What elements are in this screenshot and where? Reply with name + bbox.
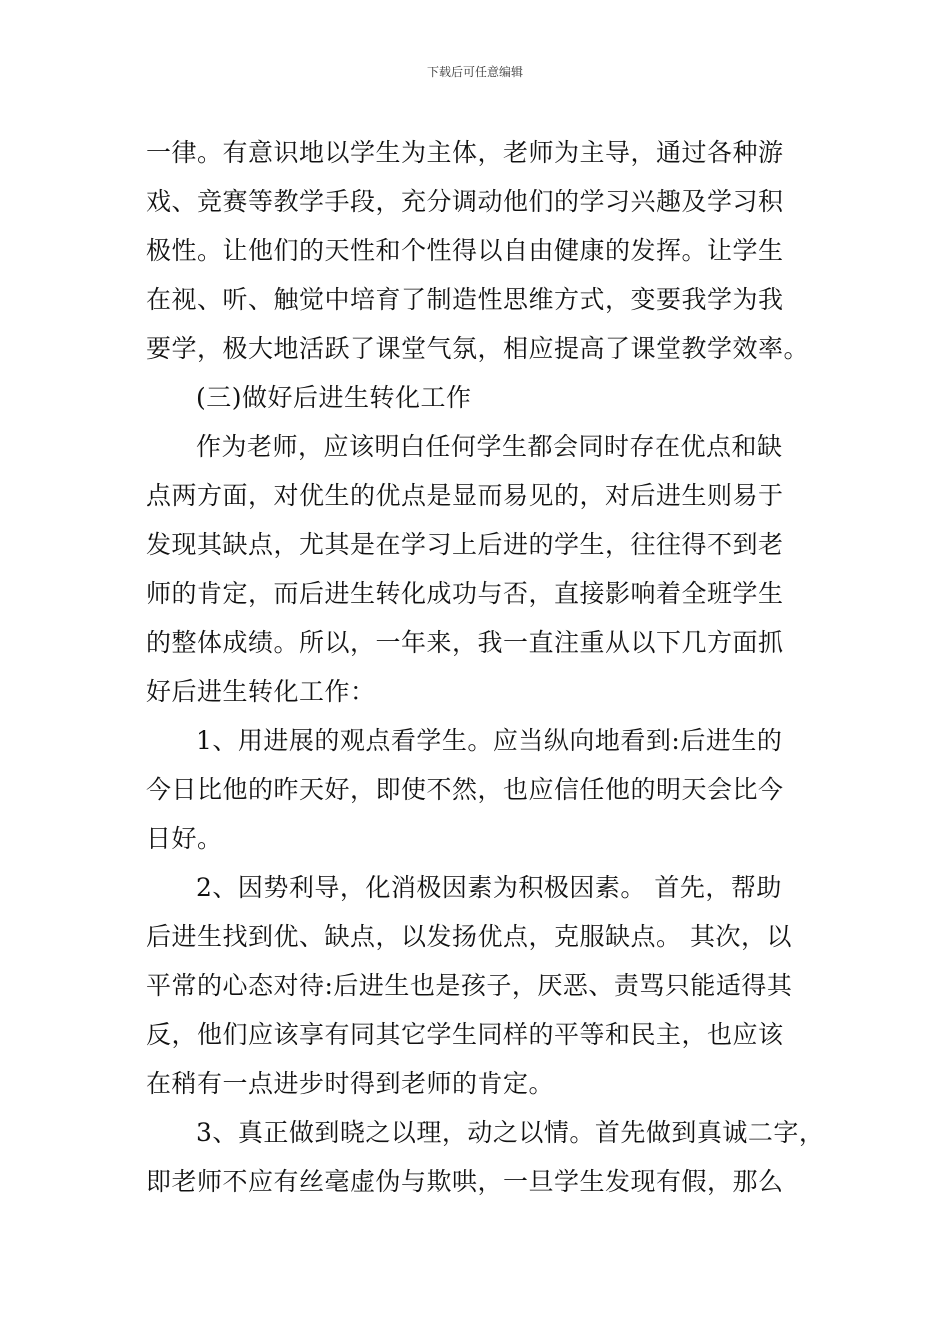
text-line: 要学，极大地活跃了课堂气氛，相应提高了课堂教学效率。 bbox=[146, 334, 810, 363]
text-line: 师的肯定，而后进生转化成功与否，直接影响着全班学生 bbox=[146, 579, 784, 608]
text-line: 发现其缺点，尤其是在学习上后进的学生，往往得不到老 bbox=[146, 530, 784, 559]
text-line: 1、用进展的观点看学生。应当纵向地看到:后进生的 bbox=[196, 726, 783, 755]
text-line: 在视、听、触觉中培育了制造性思维方式，变要我学为我 bbox=[146, 285, 784, 314]
text-line: 的整体成绩。所以，一年来，我一直注重从以下几方面抓 bbox=[146, 628, 784, 657]
text-line: 一律。有意识地以学生为主体，老师为主导，通过各种游 bbox=[146, 138, 784, 167]
text-line: 日好。 bbox=[146, 824, 223, 853]
text-line: 2、因势利导，化消极因素为积极因素。 首先，帮助 bbox=[196, 873, 782, 902]
text-line: 极性。让他们的天性和个性得以自由健康的发挥。让学生 bbox=[146, 236, 784, 265]
text-line: 即老师不应有丝毫虚伪与欺哄，一旦学生发现有假，那么 bbox=[146, 1167, 784, 1196]
document-body bbox=[146, 130, 826, 1208]
text-line: 点两方面，对优生的优点是显而易见的，对后进生则易于 bbox=[146, 481, 784, 510]
text-line: 戏、竞赛等教学手段，充分调动他们的学习兴趣及学习积 bbox=[146, 187, 784, 216]
text-line: 在稍有一点进步时得到老师的肯定。 bbox=[146, 1069, 555, 1098]
text-line: 后进生找到优、缺点，以发扬优点，克服缺点。 其次，以 bbox=[146, 922, 792, 951]
text-line: 作为老师，应该明白任何学生都会同时存在优点和缺 bbox=[196, 432, 783, 461]
text-line: 反，他们应该享有同其它学生同样的平等和民主，也应该 bbox=[146, 1020, 784, 1049]
text-line: 好后进生转化工作： bbox=[146, 677, 376, 706]
text-line: 今日比他的昨天好，即使不然，也应信任他的明天会比今 bbox=[146, 775, 784, 804]
page-header: 下载后可任意编辑 bbox=[426, 65, 523, 79]
text-line: (三)做好后进生转化工作 bbox=[196, 383, 472, 412]
text-line: 平常的心态对待:后进生也是孩子，厌恶、责骂只能适得其 bbox=[146, 971, 793, 1000]
text-line: 3、真正做到晓之以理，动之以情。首先做到真诚二字， bbox=[196, 1118, 825, 1147]
